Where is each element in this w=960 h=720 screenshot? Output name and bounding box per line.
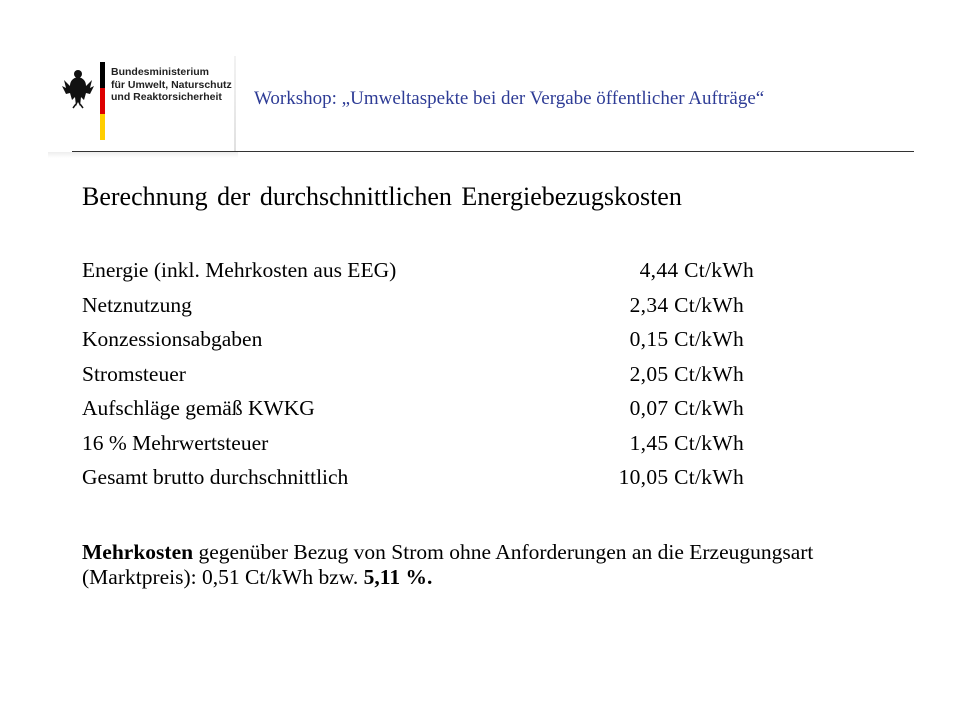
flag-stripe-red	[100, 88, 105, 114]
logo-divider	[234, 56, 236, 152]
german-flag-stripe	[100, 62, 105, 140]
cost-row	[82, 327, 782, 362]
cost-value: 1,45 Ct/kWh	[629, 430, 744, 455]
cost-value: 4,44 Ct/kWh	[639, 258, 754, 282]
cost-value: 10,05 Ct/kWh	[618, 465, 744, 489]
flag-stripe-black	[100, 62, 105, 88]
cost-label: Netznutzung	[82, 292, 192, 317]
note-text: gegenüber Bezug von Strom ohne Anforderungen an die Erzeugungsart (Marktpreis): 0,51 Ct/kWh bzw.	[82, 540, 814, 589]
federal-eagle-icon	[60, 66, 96, 110]
logo-shadow	[48, 152, 238, 158]
cost-label: 16 % Mehrwertsteuer	[82, 430, 269, 455]
cost-value: 0,15 Ct/kWh	[629, 327, 744, 351]
cost-row-total	[82, 465, 782, 500]
cost-list	[82, 258, 782, 500]
ministry-logo	[48, 56, 238, 152]
cost-value: 0,07 Ct/kWh	[629, 396, 744, 420]
ministry-line: Bundesministerium	[111, 66, 210, 78]
cost-label: Konzessionsabgaben	[82, 327, 263, 351]
cost-row	[82, 396, 782, 431]
cost-row	[82, 258, 782, 293]
workshop-title: Workshop: „Umweltaspekte bei der Vergabe öffentlicher Aufträge“	[254, 88, 765, 109]
ministry-line: für Umwelt, Naturschutz	[111, 78, 232, 91]
header-rule	[72, 151, 914, 152]
ministry-line: und Reaktorsicherheit	[111, 91, 222, 103]
note-bold-end: 5,11 %.	[363, 565, 433, 589]
cost-label: Stromsteuer	[82, 361, 186, 386]
cost-row	[82, 362, 782, 397]
cost-row	[82, 293, 782, 328]
cost-value: 2,34 Ct/kWh	[629, 292, 744, 317]
page-heading: Berechnung der durchschnittlichen Energiebezugskosten	[82, 182, 682, 211]
ministry-name	[111, 66, 232, 104]
cost-row	[82, 431, 782, 466]
cost-label: Gesamt brutto durchschnittlich	[82, 465, 349, 489]
cost-label: Energie (inkl. Mehrkosten aus EEG)	[82, 258, 397, 282]
flag-stripe-gold	[100, 114, 105, 140]
additional-cost-note	[82, 540, 902, 590]
note-bold-start: Mehrkosten	[82, 540, 194, 564]
cost-label: Aufschläge gemäß KWKG	[82, 396, 315, 420]
cost-value: 2,05 Ct/kWh	[629, 361, 744, 386]
